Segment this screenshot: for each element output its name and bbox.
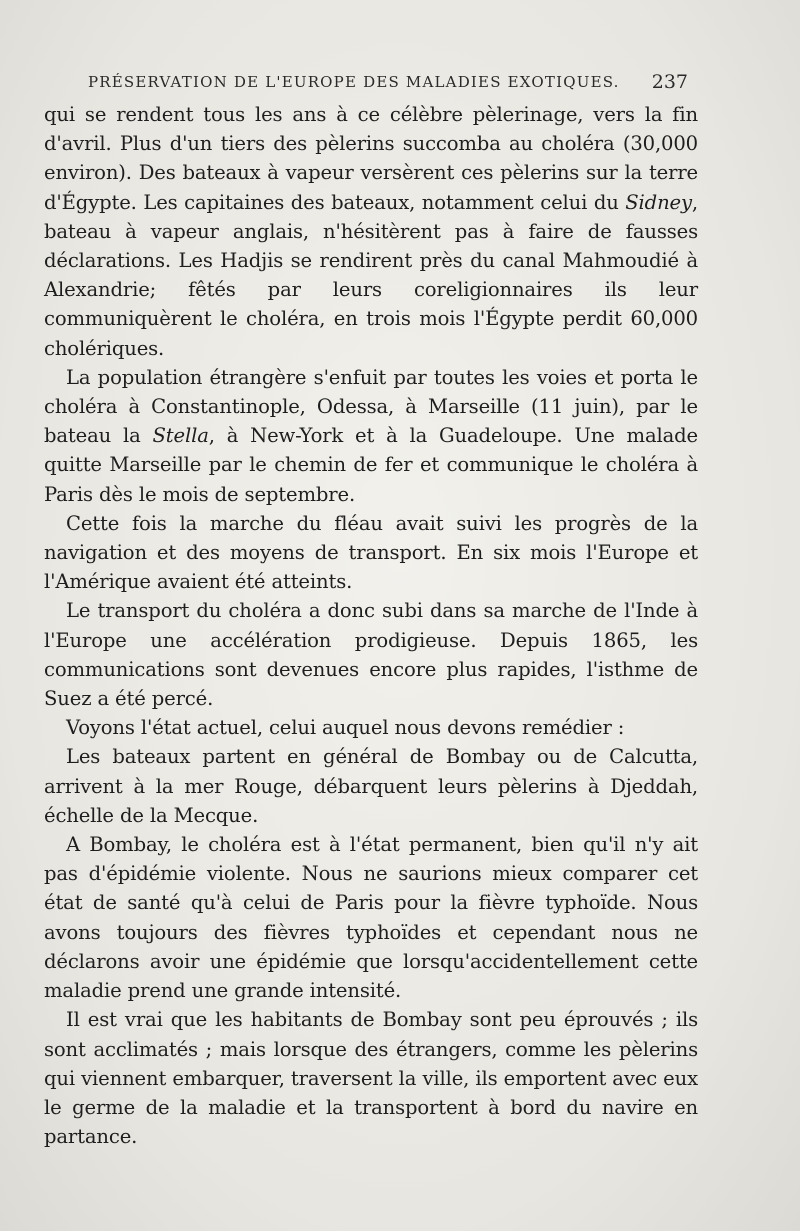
italic-text: Stella xyxy=(152,424,209,448)
paragraph xyxy=(44,830,698,1005)
paragraph-text: La population étrangère s'enfuit par toutes les voies et porta le choléra à Constantinople, Odessa, à Marseille (11 juin), par le bateau la xyxy=(44,365,698,448)
paragraph-text: A Bombay, le choléra est à l'état permanent, bien qu'il n'y ait pas d'épidémie violente. Nous ne saurions mieux comparer cet état de santé qu'à celui de Paris pour la fièvre typhoïde. Nous avons toujours des fièvres typhoïdes et cependant nous ne déclarons avoir une épidémie que lorsqu'accidentellement cette maladie prend une grande intensité. xyxy=(44,833,698,1003)
paragraph xyxy=(44,742,698,830)
paragraph xyxy=(44,509,698,597)
paragraph-text: Voyons l'état actuel, celui auquel nous devons remédier : xyxy=(66,716,625,740)
paragraph-text: , bateau à vapeur anglais, n'hésitèrent pas à faire de fausses déclarations. Les Hadjis se rendirent près du canal Mahmoudié à Alexandrie; fêtés par leurs coreligionnaires ils leur communiquèrent le choléra, en trois mois l'Égypte perdit 60,000 cholériques. xyxy=(44,190,698,360)
paragraph xyxy=(44,1005,698,1151)
paragraph xyxy=(44,713,698,742)
paragraph-text: Cette fois la marche du fléau avait suivi les progrès de la navigation et des moyens de transport. En six mois l'Europe et l'Amérique avaient été atteints. xyxy=(44,511,698,594)
paragraph xyxy=(44,363,698,509)
running-title: PRÉSERVATION DE L'EUROPE DES MALADIES EXOTIQUES. xyxy=(88,73,620,91)
paragraph-text: Il est vrai que les habitants de Bombay sont peu éprouvés ; ils sont acclimatés ; mais lorsque des étrangers, comme les pèlerins qui viennent embarquer, traversent la ville, ils emportent avec eux le germe de la maladie et la transportent à bord du navire en partance. xyxy=(44,1008,698,1149)
paragraph-text: , à New-York et à la Guadeloupe. Une malade quitte Marseille par le chemin de fer et communique le choléra à Paris dès le mois de septembre. xyxy=(44,424,698,506)
italic-text: Sidney xyxy=(625,190,692,214)
page-header xyxy=(88,64,688,100)
body-text xyxy=(44,100,698,1151)
page-number: 237 xyxy=(651,71,688,93)
paragraph-text: Le transport du choléra a donc subi dans sa marche de l'Inde à l'Europe une accélération prodigieuse. Depuis 1865, les communications sont devenues encore plus rapides, l'isthme de Suez a été percé. xyxy=(44,599,698,711)
paragraph-text: qui se rendent tous les ans à ce célèbre pèlerinage, vers la fin d'avril. Plus d'un tiers des pèlerins succomba au choléra (30,000 environ). Des bateaux à vapeur versèrent ces pèlerins sur la terre d'Égypte. Les capitaines des bateaux, notamment celui du xyxy=(44,103,698,214)
paragraph xyxy=(44,596,698,713)
paragraph-text: Les bateaux partent en général de Bombay ou de Calcutta, arrivent à la mer Rouge, débarquent leurs pèlerins à Djeddah, échelle de la Mecque. xyxy=(44,745,698,827)
paragraph xyxy=(44,100,698,363)
